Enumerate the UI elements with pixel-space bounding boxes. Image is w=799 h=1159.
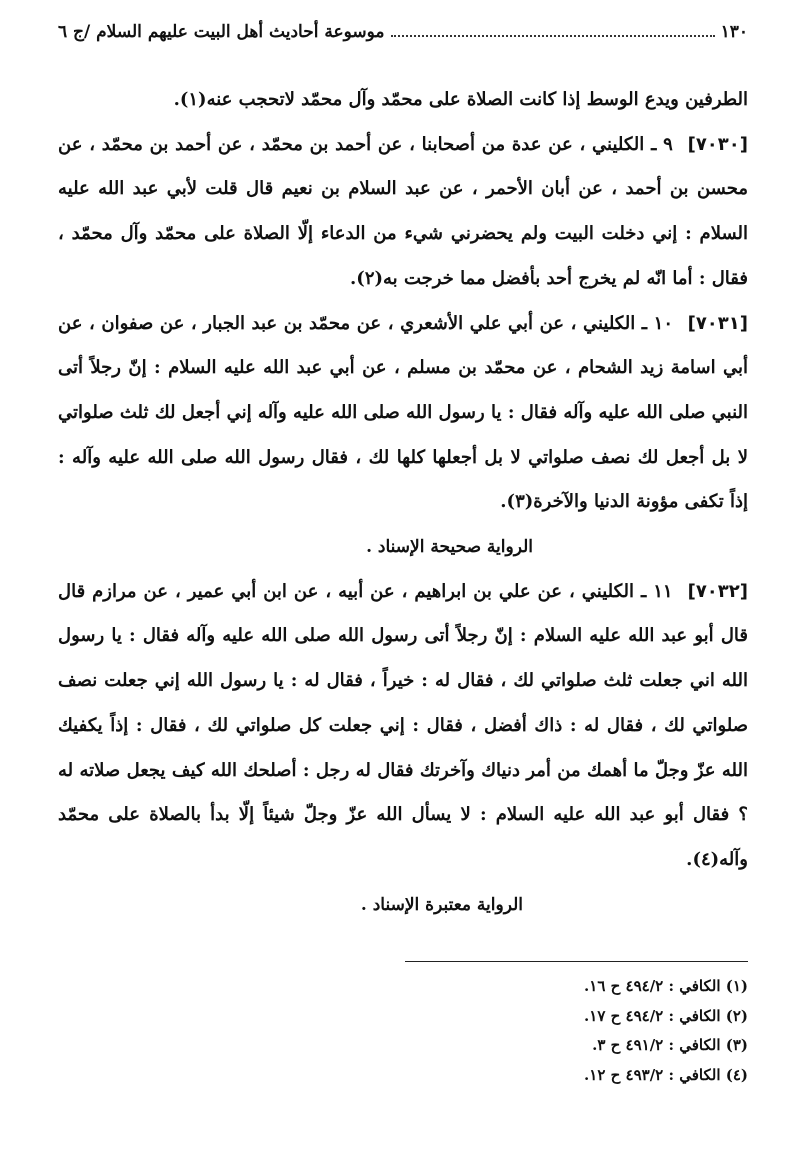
isnad-grading: الرواية صحيحة الإسناد . [366, 537, 533, 558]
hadith-7031 [58, 302, 748, 526]
footnote-separator [405, 961, 748, 962]
hadith-7032 [58, 570, 748, 883]
isnad-grading: الرواية معتبرة الإسناد . [360, 894, 523, 915]
book-title: موسوعة أحاديث أهل البيت عليهم السلام /ج ٦ [58, 22, 385, 42]
main-text [58, 78, 748, 927]
footnote: (٢) الكافي : ٤٩٤/٢ ح ١٧. [584, 1006, 748, 1025]
footnote: (١) الكافي : ٤٩٤/٢ ح ١٦. [584, 977, 748, 996]
hadith-7030 [58, 123, 748, 302]
book-page [58, 22, 748, 1090]
hadith-ref: [٧٠٣٢] [687, 580, 748, 602]
hadith-ref: [٧٠٣١] [687, 312, 748, 334]
paragraph-continuation: الطرفين ويدع الوسط إذا كانت الصلاة على محمّد وآل محمّد لاتحجب عنه(١). [173, 89, 748, 110]
footnotes [58, 972, 748, 1090]
leader-dots [391, 35, 715, 37]
hadith-text: ١٠ ـ الكليني ، عن أبي علي الأشعري ، عن محمّد بن عبد الجبار ، عن صفوان ، عن أبي اسامة زيد الشحام ، عن محمّد بن مسلم ، عن أبي عبد الله عليه السلام : إنّ رجلاً أتى النبي صلى الله عليه وآله فقال : يا رسول الله صلى الله عليه وآله إني أجعل لك ثلث صلواتي لا بل أجعل لك نصف صلواتي لا بل أجعلها كلها لك ، فقال رسول الله صلى الله عليه وآله : إذاً تكفى مؤونة الدنيا والآخرة(٣). [58, 312, 748, 513]
footnote: (٣) الكافي : ٤٩١/٢ ح ٣. [592, 1036, 748, 1055]
hadith-text: ١١ ـ الكليني ، عن علي بن ابراهيم ، عن أبيه ، عن ابن أبي عمير ، عن مرازم قال قال أبو عبد الله عليه السلام : إنّ رجلاً أتى رسول الله صلى الله عليه وآله فقال : يا رسول الله اني جعلت ثلث صلواتي لك ، فقال له : خيراً ، فقال له : يا رسول الله إني جعلت نصف صلواتي لك ، فقال له : ذاك أفضل ، فقال : إني جعلت كل صلواتي لك ، فقال : إذاً يكفيك الله عزّ وجلّ ما أهمك من أمر دنياك وآخرتك فقال له رجل : أصلحك الله كيف يجعل صلاته له ؟ فقال أبو عبد الله عليه السلام : لا يسأل الله عزّ وجلّ شيئاً إلّا بدأ بالصلاة على محمّد وآله(٤). [58, 580, 748, 870]
running-header [58, 22, 748, 50]
page-number: ١٣٠ [720, 22, 748, 42]
hadith-ref: [٧٠٣٠] [687, 133, 748, 155]
hadith-text: ٩ ـ الكليني ، عن عدة من أصحابنا ، عن أحمد بن محمّد ، عن أحمد بن محمّد ، عن محسن بن أحمد ، عن أبان الأحمر ، عن عبد السلام بن نعيم قال قلت لأبي عبد الله عليه السلام : إني دخلت البيت ولم يحضرني شيء من الدعاء إلّا الصلاة على محمّد وآل محمّد ، فقال : أما انّه لم يخرج أحد بأفضل مما خرجت به(٢). [58, 133, 748, 289]
footnote: (٤) الكافي : ٤٩٣/٢ ح ١٢. [584, 1065, 748, 1084]
